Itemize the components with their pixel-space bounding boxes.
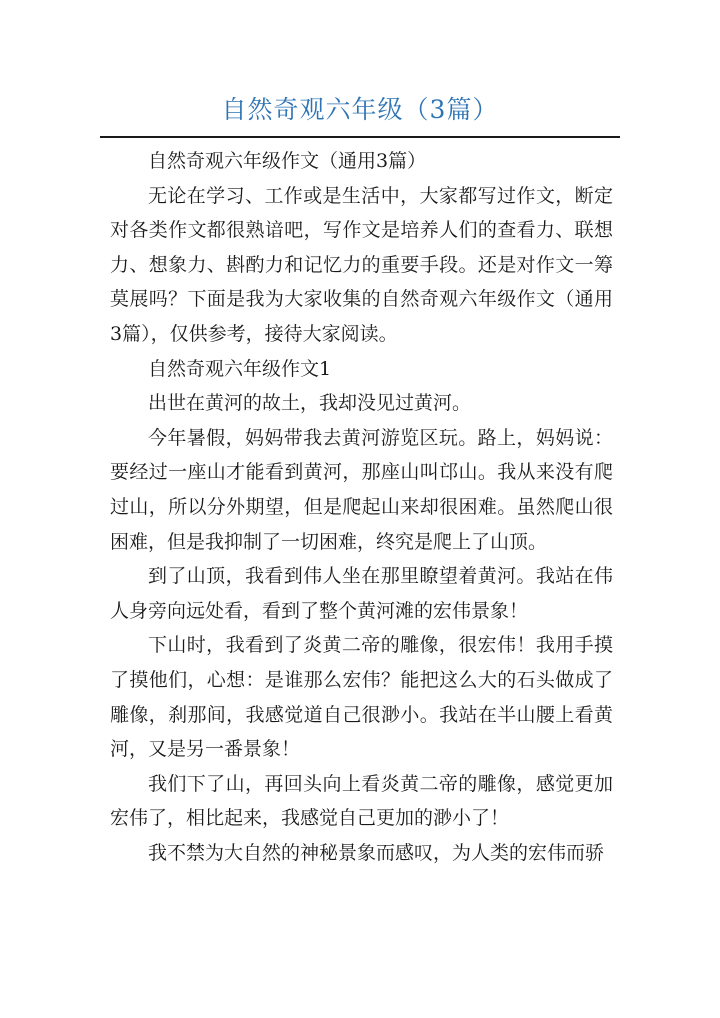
paragraph: 出世在黄河的故土，我却没见过黄河。	[148, 392, 472, 415]
document-title: 自然奇观六年级（3篇）	[221, 95, 499, 124]
paragraph: 下山时，我看到了炎黄二帝的雕像，很宏伟！我用手摸了摸他们，心想：是谁那么宏伟？能把这么大的石头做成了雕像，刹那间，我感觉道自己很渺小。我站在半山腰上看黄河，又是另一番景象！	[110, 634, 613, 761]
paragraph: 今年暑假，妈妈带我去黄河游览区玩。路上，妈妈说：要经过一座山才能看到黄河，那座山叫邙山。我从来没有爬过山，所以分外期望，但是爬起山来却很困难。虽然爬山很困难，但是我抑制了一切困难，终究是爬上了山顶。	[110, 426, 613, 553]
paragraph: 到了山顶，我看到伟人坐在那里瞭望着黄河。我站在伟人身旁向远处看，看到了整个黄河滩的宏伟景象！	[110, 565, 613, 622]
paragraph: 我不禁为大自然的神秘景象而感叹，为人类的宏伟而骄	[148, 841, 605, 864]
document-body	[110, 144, 613, 870]
paragraph: 自然奇观六年级作文1	[148, 357, 332, 380]
title-divider	[100, 136, 620, 138]
paragraph: 我们下了山，再回头向上看炎黄二帝的雕像，感觉更加宏伟了，相比起来，我感觉自己更加的渺小了！	[110, 772, 613, 830]
paragraph: 无论在学习、工作或是生活中，大家都写过作文，断定对各类作文都很熟谙吧，写作文是培养人们的查看力、联想力、想象力、斟酌力和记忆力的重要手段。还是对作文一筹莫展吗？下面是我为大家收集的自然奇观六年级作文（通用3篇），仅供参考，接待大家阅读。	[110, 184, 613, 345]
paragraph: 自然奇观六年级作文（通用3篇）	[148, 150, 427, 172]
